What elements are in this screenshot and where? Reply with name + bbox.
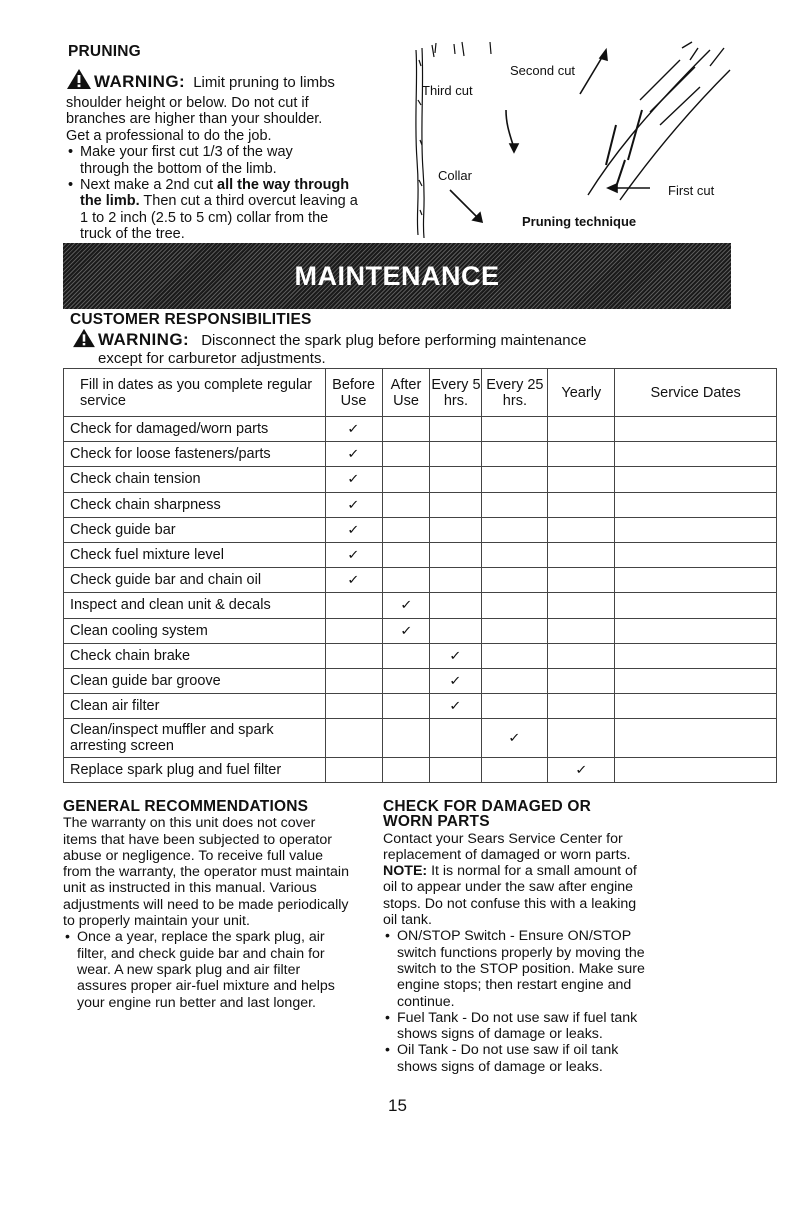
check-mark-icon: ✓ <box>347 572 360 588</box>
header-task: Fill in dates as you complete regular service <box>64 369 326 417</box>
interval-cell <box>430 467 482 492</box>
interval-cell <box>482 568 548 593</box>
table-row <box>64 758 777 783</box>
interval-cell <box>430 593 482 618</box>
interval-cell <box>482 758 548 783</box>
check-mark-icon: ✓ <box>508 730 522 746</box>
pruning-bullet: • Next make a 2nd cut all the way through the limb. Then cut a third overcut leaving a 1 to 2 inch (2.5 to 5 cm) collar from the truck of the tree. <box>66 177 360 243</box>
interval-cell <box>430 442 482 467</box>
check-mark-icon: ✓ <box>449 672 463 688</box>
header-every-25-hrs: Every 25 hrs. <box>482 369 548 417</box>
check-heading-line2: WORN PARTS <box>383 813 490 831</box>
interval-cell <box>430 719 482 758</box>
table-row <box>64 694 777 719</box>
check-mark-icon: ✓ <box>449 647 463 663</box>
warning-label: WARNING: <box>98 330 190 349</box>
service-date-cell <box>615 467 777 492</box>
pruning-line: Get a professional to do the job. <box>66 127 272 144</box>
tree-trunk <box>416 42 491 238</box>
interval-cell <box>382 568 430 593</box>
check-bullet: • Fuel Tank - Do not use saw if fuel tank shows signs of damage or leaks. <box>383 1010 653 1043</box>
limb <box>588 42 730 200</box>
interval-cell <box>430 492 482 517</box>
table-row <box>64 542 777 567</box>
service-date-cell <box>615 758 777 783</box>
interval-cell <box>548 442 615 467</box>
task-cell: Inspect and clean unit & decals <box>64 593 326 618</box>
interval-cell <box>548 694 615 719</box>
check-mark-icon: ✓ <box>399 622 413 638</box>
interval-cell <box>325 417 382 442</box>
pruning-line: shoulder height or below. Do not cut if <box>66 95 309 111</box>
table-row <box>64 467 777 492</box>
interval-cell <box>548 593 615 618</box>
interval-cell <box>325 719 382 758</box>
task-cell: Check guide bar <box>64 517 326 542</box>
interval-cell <box>430 758 482 783</box>
interval-cell <box>430 417 482 442</box>
table-row <box>64 668 777 693</box>
interval-cell <box>482 694 548 719</box>
general-bullet: • Once a year, replace the spark plug, air filter, and check guide bar and chain for wear. A new spark plug and air filter assures proper air-fuel mixture and helps your engine run better and last longer. <box>63 929 353 1010</box>
general-heading: GENERAL RECOMMENDATIONS <box>63 798 309 815</box>
check-mark-icon: ✓ <box>449 698 463 714</box>
warning-text: Disconnect the spark plug before performing maintenance <box>201 332 587 349</box>
interval-cell <box>382 758 430 783</box>
interval-cell <box>325 568 382 593</box>
table-body <box>64 417 777 783</box>
interval-cell <box>482 643 548 668</box>
check-bullet: • Oil Tank - Do not use saw if oil tank shows signs of damage or leaks. <box>383 1042 653 1075</box>
interval-cell <box>325 643 382 668</box>
table-row <box>64 517 777 542</box>
header-service-dates: Service Dates <box>615 369 777 417</box>
first-cut-label: First cut <box>668 183 715 198</box>
maintenance-schedule-table <box>63 368 777 783</box>
customer-warning <box>72 328 586 367</box>
service-date-cell <box>615 417 777 442</box>
task-cell: Check chain sharpness <box>64 492 326 517</box>
check-note <box>383 863 653 928</box>
table-row <box>64 417 777 442</box>
general-bullets <box>63 929 353 1010</box>
interval-cell <box>548 618 615 643</box>
table-row <box>64 568 777 593</box>
interval-cell <box>325 694 382 719</box>
interval-cell <box>382 618 430 643</box>
note-text: It is normal for a small amount of oil to appear under the saw after engine stops. Do not confuse this with a leaking oil tank. <box>383 863 637 929</box>
check-mark-icon: ✓ <box>347 421 360 437</box>
interval-cell <box>430 517 482 542</box>
pruning-bullet: • Make your first cut 1/3 of the way through the bottom of the limb. <box>66 144 310 177</box>
task-cell: Check fuel mixture level <box>64 542 326 567</box>
interval-cell <box>325 492 382 517</box>
service-date-cell <box>615 593 777 618</box>
interval-cell <box>482 517 548 542</box>
maintenance-banner <box>63 243 731 309</box>
interval-cell <box>325 758 382 783</box>
general-paragraph: The warranty on this unit does not cover items that have been subjected to operator abuse or negligence. To receive full value from the warranty, the operator must maintain unit as instructed in this manual. Various adjustments will need to be made periodically to properly maintain your unit. <box>63 815 349 930</box>
check-mark-icon: ✓ <box>347 547 360 563</box>
interval-cell <box>382 593 430 618</box>
interval-cell <box>430 668 482 693</box>
task-cell: Check chain brake <box>64 643 326 668</box>
interval-cell <box>430 618 482 643</box>
interval-cell <box>382 542 430 567</box>
header-after-use: After Use <box>382 369 430 417</box>
interval-cell <box>482 719 548 758</box>
third-cut-label: Third cut <box>422 83 473 98</box>
interval-cell <box>430 643 482 668</box>
check-mark-icon: ✓ <box>347 521 360 537</box>
task-cell: Clean guide bar groove <box>64 668 326 693</box>
interval-cell <box>430 542 482 567</box>
check-mark-icon: ✓ <box>399 597 413 613</box>
interval-cell <box>325 668 382 693</box>
table-row <box>64 492 777 517</box>
interval-cell <box>482 593 548 618</box>
service-date-cell <box>615 542 777 567</box>
pruning-warning <box>66 68 335 92</box>
pruning-technique-diagram <box>410 40 740 245</box>
interval-cell <box>548 668 615 693</box>
service-date-cell <box>615 442 777 467</box>
service-date-cell <box>615 568 777 593</box>
task-cell: Clean cooling system <box>64 618 326 643</box>
task-cell: Check for damaged/worn parts <box>64 417 326 442</box>
task-cell: Check for loose fasteners/parts <box>64 442 326 467</box>
interval-cell <box>548 517 615 542</box>
interval-cell <box>548 542 615 567</box>
interval-cell <box>382 719 430 758</box>
service-date-cell <box>615 517 777 542</box>
interval-cell <box>482 542 548 567</box>
service-date-cell <box>615 492 777 517</box>
interval-cell <box>548 643 615 668</box>
interval-cell <box>382 417 430 442</box>
task-cell: Clean/inspect muffler and spark arresting screen <box>64 719 326 758</box>
general-recommendations <box>63 799 353 1011</box>
service-date-cell <box>615 668 777 693</box>
interval-cell <box>548 758 615 783</box>
check-mark-icon: ✓ <box>347 446 360 462</box>
table-row <box>64 593 777 618</box>
check-mark-icon: ✓ <box>347 496 360 512</box>
service-date-cell <box>615 643 777 668</box>
interval-cell <box>482 492 548 517</box>
header-before-use: Before Use <box>325 369 382 417</box>
interval-cell <box>548 492 615 517</box>
header-every-5-hrs: Every 5 hrs. <box>430 369 482 417</box>
interval-cell <box>382 668 430 693</box>
interval-cell <box>548 467 615 492</box>
header-yearly: Yearly <box>548 369 615 417</box>
interval-cell <box>382 517 430 542</box>
warning-text-continued: except for carburetor adjustments. <box>98 350 326 367</box>
check-heading: CHECK FOR DAMAGED OR <box>383 798 592 815</box>
figure-caption: Pruning technique <box>522 214 637 229</box>
service-date-cell <box>615 719 777 758</box>
table-header-row <box>64 369 777 417</box>
check-bullets <box>383 928 653 1075</box>
interval-cell <box>325 618 382 643</box>
interval-cell <box>548 417 615 442</box>
interval-cell <box>430 568 482 593</box>
customer-heading: CUSTOMER RESPONSIBILITIES <box>70 311 312 328</box>
pruning-bullets <box>66 144 366 242</box>
task-cell: Check guide bar and chain oil <box>64 568 326 593</box>
pruning-line: branches are higher than your shoulder. <box>66 111 323 128</box>
table-row <box>64 643 777 668</box>
service-date-cell <box>615 618 777 643</box>
collar-label: Collar <box>438 168 472 183</box>
interval-cell <box>382 442 430 467</box>
warning-triangle-icon <box>72 328 96 348</box>
pruning-body <box>66 95 366 243</box>
interval-cell <box>325 542 382 567</box>
interval-cell <box>325 593 382 618</box>
task-cell: Clean air filter <box>64 694 326 719</box>
interval-cell <box>548 719 615 758</box>
interval-cell <box>482 417 548 442</box>
interval-cell <box>482 467 548 492</box>
interval-cell <box>382 643 430 668</box>
table-row <box>64 442 777 467</box>
task-cell: Replace spark plug and fuel filter <box>64 758 326 783</box>
pruning-heading: PRUNING <box>68 43 141 60</box>
warning-triangle-icon <box>66 68 92 90</box>
interval-cell <box>382 694 430 719</box>
interval-cell <box>325 442 382 467</box>
interval-cell <box>482 668 548 693</box>
check-bullet: • ON/STOP Switch - Ensure ON/STOP switch functions properly by moving the switch to the STOP position. Make sure engine stops; then restart engine and continue. <box>383 928 653 1009</box>
check-damaged-section <box>383 799 653 1075</box>
interval-cell <box>482 618 548 643</box>
interval-cell <box>548 568 615 593</box>
warning-label: WARNING: <box>94 72 186 91</box>
second-cut-label: Second cut <box>510 63 576 78</box>
page-number: 15 <box>388 1096 407 1115</box>
banner-title: MAINTENANCE <box>294 260 500 291</box>
interval-cell <box>482 442 548 467</box>
check-paragraph: Contact your Sears Service Center for replacement of damaged or worn parts. <box>383 830 631 863</box>
service-date-cell <box>615 694 777 719</box>
warning-text: Limit pruning to limbs <box>193 74 335 91</box>
table-row <box>64 618 777 643</box>
interval-cell <box>430 694 482 719</box>
note-label: NOTE: <box>383 863 428 880</box>
interval-cell <box>382 492 430 517</box>
interval-cell <box>325 517 382 542</box>
check-mark-icon: ✓ <box>575 762 588 778</box>
table-row <box>64 719 777 758</box>
interval-cell <box>325 467 382 492</box>
task-cell: Check chain tension <box>64 467 326 492</box>
check-mark-icon: ✓ <box>347 471 360 487</box>
interval-cell <box>382 467 430 492</box>
